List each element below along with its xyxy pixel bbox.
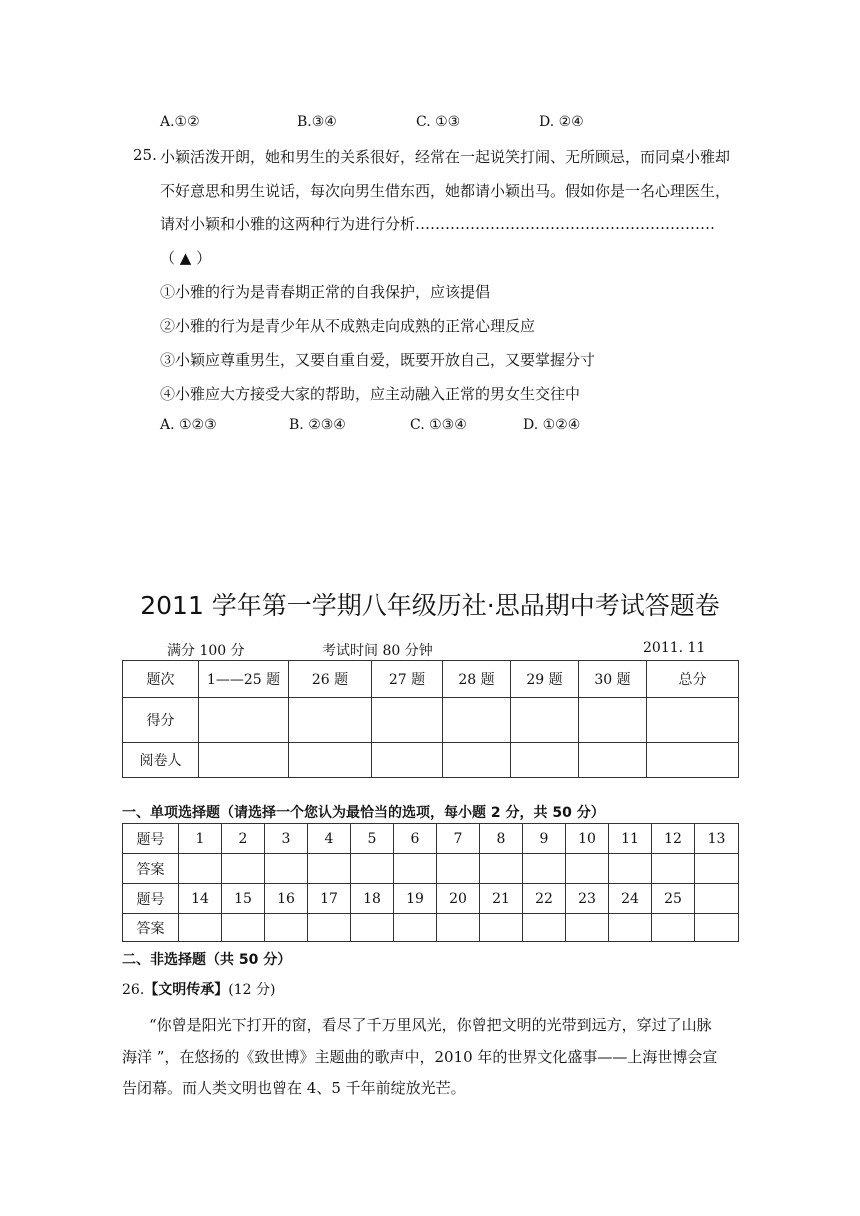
question-number: 5 bbox=[351, 824, 394, 854]
choice-number-row-2 bbox=[123, 884, 739, 914]
score-header-cell: 26 题 bbox=[289, 661, 372, 698]
answer-cell[interactable] bbox=[437, 914, 480, 942]
grader-input-cell[interactable] bbox=[199, 743, 289, 778]
grader-input-cell[interactable] bbox=[511, 743, 579, 778]
question-number: 14 bbox=[179, 884, 222, 914]
question-number: 20 bbox=[437, 884, 480, 914]
exam-time: 考试时间 80 分钟 bbox=[322, 643, 433, 659]
q25-option-d: D. ①②④ bbox=[523, 417, 581, 433]
q24-option-b: B.③④ bbox=[297, 114, 337, 130]
grader-input-cell[interactable] bbox=[372, 743, 443, 778]
answer-cell[interactable] bbox=[437, 854, 480, 884]
choice-number-row-1 bbox=[123, 824, 739, 854]
score-input-cell[interactable] bbox=[372, 698, 443, 743]
question-number: 6 bbox=[394, 824, 437, 854]
question-number: 2 bbox=[222, 824, 265, 854]
question-number: 18 bbox=[351, 884, 394, 914]
answer-cell[interactable] bbox=[523, 854, 566, 884]
q25-statement-3: ③小颖应尊重男生，又要自重自爱，既要开放自己，又要掌握分寸 bbox=[160, 351, 596, 369]
score-row bbox=[123, 698, 739, 743]
question-number: 11 bbox=[609, 824, 652, 854]
q25-option-b: B. ②③④ bbox=[289, 417, 346, 433]
answer-cell[interactable] bbox=[351, 914, 394, 942]
score-input-cell[interactable] bbox=[647, 698, 739, 743]
question-number: 15 bbox=[222, 884, 265, 914]
score-input-cell[interactable] bbox=[579, 698, 647, 743]
score-header-cell: 29 题 bbox=[511, 661, 579, 698]
question-number: 23 bbox=[566, 884, 609, 914]
question-number: 12 bbox=[652, 824, 695, 854]
score-table bbox=[122, 660, 739, 778]
q26-title: 【文明传承】 bbox=[144, 982, 229, 998]
choice-answer-row-1 bbox=[123, 854, 739, 884]
q25-statement-1: ①小雅的行为是青春期正常的自我保护，应该提倡 bbox=[160, 283, 491, 301]
question-number: 8 bbox=[480, 824, 523, 854]
question-number: 17 bbox=[308, 884, 351, 914]
q25-statement-2: ②小雅的行为是青少年从不成熟走向成熟的正常心理反应 bbox=[160, 317, 536, 335]
answer-cell[interactable] bbox=[480, 854, 523, 884]
answer-cell[interactable] bbox=[480, 914, 523, 942]
answer-cell[interactable] bbox=[566, 914, 609, 942]
grader-input-cell[interactable] bbox=[647, 743, 739, 778]
score-row-label: 得分 bbox=[123, 698, 199, 743]
answer-cell[interactable] bbox=[265, 914, 308, 942]
question-number: 10 bbox=[566, 824, 609, 854]
question-number: 9 bbox=[523, 824, 566, 854]
q26-number: 26. bbox=[122, 982, 145, 998]
row-label-answer: 答案 bbox=[123, 914, 179, 942]
full-score: 满分 100 分 bbox=[167, 643, 245, 659]
question-number: 4 bbox=[308, 824, 351, 854]
answer-cell[interactable] bbox=[222, 854, 265, 884]
score-input-cell[interactable] bbox=[199, 698, 289, 743]
score-input-cell[interactable] bbox=[511, 698, 579, 743]
answer-cell[interactable] bbox=[179, 914, 222, 942]
q26-points: (12 分) bbox=[228, 982, 276, 998]
question-number: 19 bbox=[394, 884, 437, 914]
q25-line-2: 不好意思和男生说话，每次向男生借东西，她都请小颖出马。假如你是一名心理医生， bbox=[160, 182, 731, 200]
question-number: 16 bbox=[265, 884, 308, 914]
q25-line-1: 小颖活泼开朗，她和男生的关系很好，经常在一起说笑打闹、无所顾忌，而同桌小雅却 bbox=[160, 148, 731, 166]
answer-cell[interactable] bbox=[222, 914, 265, 942]
answer-cell[interactable] bbox=[179, 854, 222, 884]
question-number: 25 bbox=[652, 884, 695, 914]
answer-cell[interactable] bbox=[351, 854, 394, 884]
q24-option-c: C. ①③ bbox=[416, 114, 461, 130]
score-header-cell: 1——25 题 bbox=[199, 661, 289, 698]
score-header-cell: 题次 bbox=[123, 661, 199, 698]
answer-cell[interactable] bbox=[308, 854, 351, 884]
question-number: 3 bbox=[265, 824, 308, 854]
score-header-cell: 27 题 bbox=[372, 661, 443, 698]
q25-option-c: C. ①③④ bbox=[410, 417, 467, 433]
q24-option-d: D. ②④ bbox=[539, 114, 584, 130]
section1-heading: 一、单项选择题（请选择一个您认为最恰当的选项，每小题 2 分，共 50 分） bbox=[122, 805, 605, 821]
score-header-cell: 28 题 bbox=[443, 661, 511, 698]
q25-statement-4: ④小雅应大方接受大家的帮助，应主动融入正常的男女生交往中 bbox=[160, 385, 581, 403]
row-label-number: 题号 bbox=[123, 824, 179, 854]
score-header-cell: 总分 bbox=[647, 661, 739, 698]
score-input-cell[interactable] bbox=[289, 698, 372, 743]
score-header-cell: 30 题 bbox=[579, 661, 647, 698]
answer-cell[interactable] bbox=[265, 854, 308, 884]
answer-cell[interactable] bbox=[609, 854, 652, 884]
section2-heading: 二、非选择题（共 50 分） bbox=[122, 952, 292, 968]
q24-option-a: A.①② bbox=[160, 114, 200, 130]
grader-row bbox=[123, 743, 739, 778]
q26-header bbox=[122, 979, 275, 999]
answer-sheet-title: 2011 学年第一学期八年级历社·思品期中考试答题卷 bbox=[140, 591, 720, 620]
question-number: 21 bbox=[480, 884, 523, 914]
answer-cell[interactable] bbox=[308, 914, 351, 942]
question-number: 13 bbox=[695, 824, 739, 854]
question-number: 24 bbox=[609, 884, 652, 914]
choice-answer-table bbox=[122, 823, 739, 942]
answer-cell[interactable] bbox=[523, 914, 566, 942]
question-number: 7 bbox=[437, 824, 480, 854]
exam-date: 2011. 11 bbox=[643, 640, 706, 656]
q25-number: 25. bbox=[133, 146, 157, 164]
answer-cell[interactable] bbox=[652, 914, 695, 942]
grader-input-cell[interactable] bbox=[579, 743, 647, 778]
score-table-header-row bbox=[123, 661, 739, 698]
answer-cell[interactable] bbox=[394, 914, 437, 942]
grader-row-label: 阅卷人 bbox=[123, 743, 199, 778]
q26-paragraph-line-2: 海洋 ”，在悠扬的《致世博》主题曲的歌声中，2010 年的世界文化盛事——上海世博会宣 bbox=[122, 1048, 718, 1066]
q26-paragraph-line-1: “你曾是阳光下打开的窗，看尽了千万里风光，你曾把文明的光带到远方，穿过了山脉 bbox=[149, 1016, 712, 1034]
row-label-number: 题号 bbox=[123, 884, 179, 914]
grader-input-cell[interactable] bbox=[289, 743, 372, 778]
choice-answer-row-2 bbox=[123, 914, 739, 942]
score-input-cell[interactable] bbox=[443, 698, 511, 743]
question-number: 1 bbox=[179, 824, 222, 854]
answer-cell[interactable] bbox=[695, 914, 739, 942]
answer-cell[interactable] bbox=[695, 854, 739, 884]
answer-cell[interactable] bbox=[652, 854, 695, 884]
row-label-answer: 答案 bbox=[123, 854, 179, 884]
answer-cell[interactable] bbox=[394, 854, 437, 884]
answer-cell[interactable] bbox=[609, 914, 652, 942]
q25-answer-blank: （ ▲ ） bbox=[160, 249, 212, 267]
q25-line-3: 请对小颖和小雅的这两种行为进行分析…………………………………………………… bbox=[160, 215, 716, 233]
grader-input-cell[interactable] bbox=[443, 743, 511, 778]
q25-option-a: A. ①②③ bbox=[160, 417, 217, 433]
question-number: 22 bbox=[523, 884, 566, 914]
answer-cell[interactable] bbox=[566, 854, 609, 884]
q26-paragraph-line-3: 告闭幕。而人类文明也曾在 4、5 千年前绽放光芒。 bbox=[122, 1079, 466, 1097]
question-number bbox=[695, 884, 739, 914]
